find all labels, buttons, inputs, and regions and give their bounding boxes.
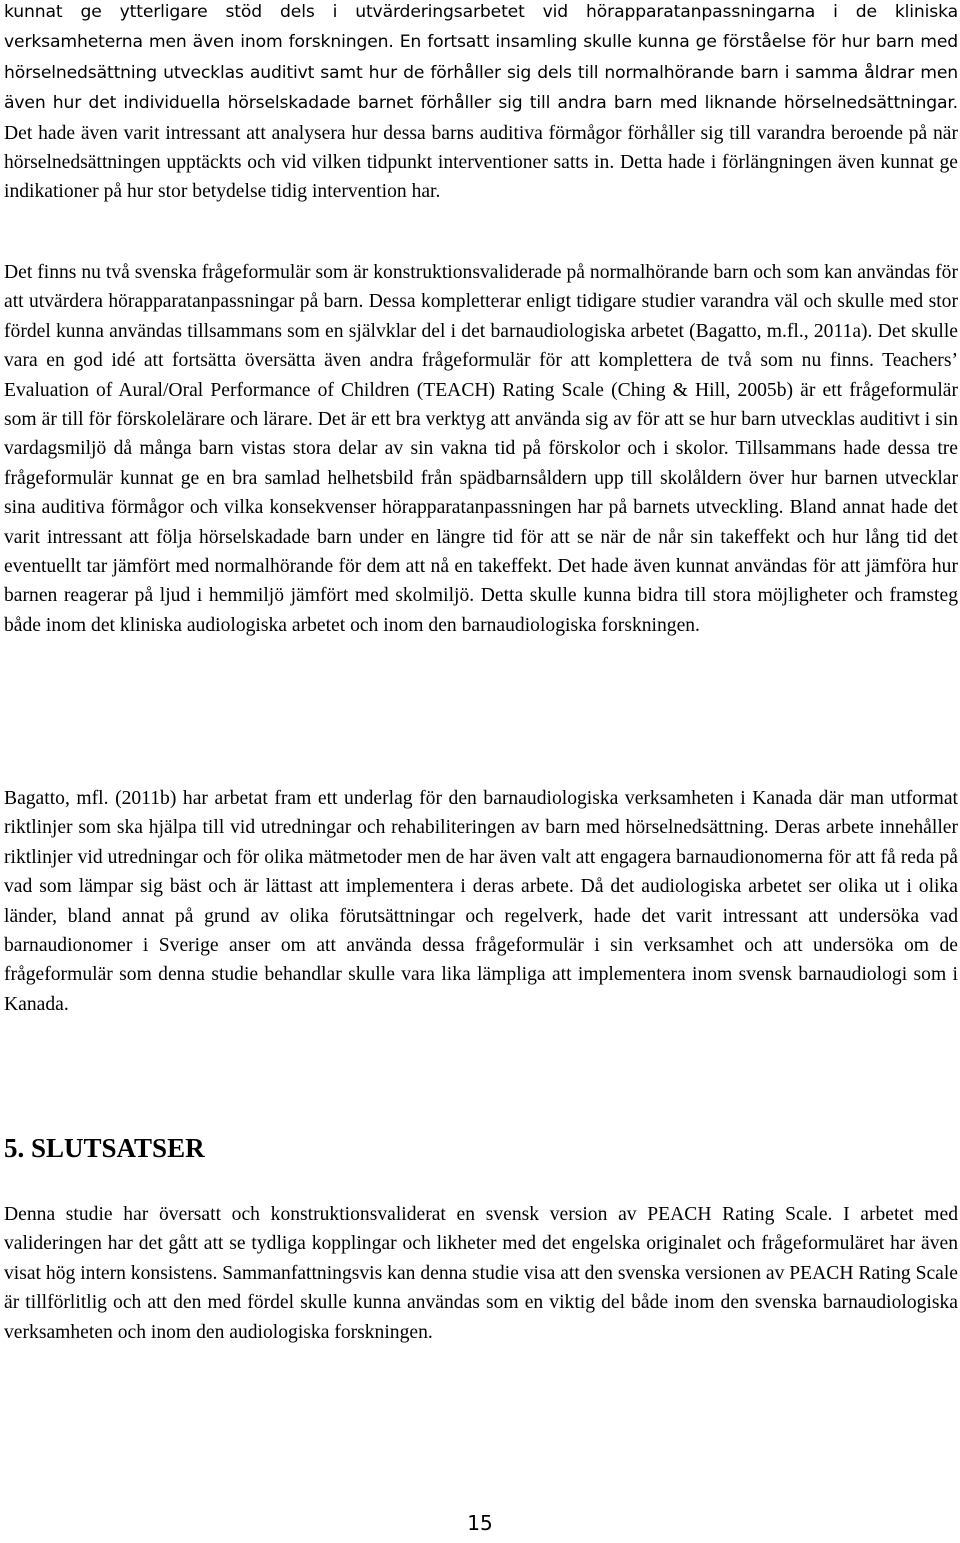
section-heading: 5. SLUTSATSER	[4, 1133, 205, 1163]
paragraph-bagatto: Bagatto, mfl. (2011b) har arbetat fram ett underlag för den barnaudiologiska verksamheten i Kanada där man utformat riktlinjer som ska hjälpa till vid utredningar och rehabiliteringen av barn med hörselnedsättning. Deras arbete innehåller riktlinjer vid utredningar och för olika mätmetoder men de har även valt att engagera barnaudionomerna för att få reda på vad som lämpar sig bäst och är lättast att implementera i deras arbete. Då det audiologiska arbetet ser olika ut i olika länder, bland annat på grund av olika förutsättningar och regelverk, hade det varit intressant att undersöka vad barnaudionomer i Sverige anser om att använda dessa frågeformulär i sin verksamhet och att undersöka om de frågeformulär som denna studie behandlar skulle vara lika lämpliga att implementera inom svensk barnaudiologi som i Kanada.	[4, 788, 958, 1015]
page-number: 15	[467, 1511, 493, 1535]
paragraph-questionnaires: Det finns nu två svenska frågeformulär som är konstruktionsvaliderade på normalhörande barn och som kan användas för att utvärdera hörapparatanpassningar på barn. Dessa kompletterar enligt tidigare studier varandra väl och skulle med stor fördel kunna användas tillsammans som en självklar del i det barnaudiologiska arbetet (Bagatto, m.fl., 2011a). Det skulle vara en god idé att fortsätta översätta även andra frågeformulär för att komplettera de två som nu finns. Teachers’ Evaluation of Aural/Oral Performance of Children (TEACH) Rating Scale (Ching & Hill, 2005b) är ett frågeformulär som är till för förskolelärare och lärare. Det är ett bra verktyg att använda sig av för att se hur barn utvecklas auditivt i sin vardagsmiljö då många barn vistas stora delar av sin vakna tid på förskolor och i skolor. Tillsammans hade dessa tre frågeformulär kunnat ge en bra samlad helhetsbild från spädbarnsåldern upp till skolåldern över hur barnen utvecklar sina auditiva förmågor och vilka konsekvenser hörapparatanpassningen har på barnets utveckling. Bland annat hade det varit intressant att följa hörselskadade barn under en längre tid för att se när de når sin takeffekt och hur lång tid det eventuellt tar jämfört med normalhörande för dem att nå en takeffekt. Det hade även kunnat användas för att jämföra hur barnen reagerar på ljud i hemmiljö jämfört med skolmiljö. Detta skulle kunna bidra till stora möjligheter och framsteg både inom det kliniska audiologiska arbetet och inom den barnaudiologiska forskningen.	[4, 262, 958, 636]
paragraph-conclusions: Denna studie har översatt och konstruktionsvaliderat en svensk version av PEACH Rating Scale. I arbetet med valideringen har det gått att se tydliga kopplingar och likheter med det engelska originalet och frågeformuläret har även visat hög intern konsistens. Sammanfattningsvis kan denna studie visa att den svenska versionen av PEACH Rating Scale är tillförlitlig och att den med fördel skulle kunna användas som en viktig del både inom den svenska barnaudiologiska verksamheten och inom den audiologiska forskningen.	[4, 1204, 958, 1343]
paragraph-continuation-serif-text: Det hade även varit intressant att analysera hur dessa barns auditiva förmågor förhåller sig till varandra beroende på när hörselnedsättningen upptäckts och vid vilken tidpunkt interventioner satts in. Detta hade i förlängningen även kunnat ge indikationer på hur stor betydelse tidig intervention har.	[4, 122, 958, 203]
paragraph-continuation	[4, 0, 958, 207]
paragraph-continuation-sans-text: kunnat ge ytterligare stöd dels i utvärderingsarbetet vid hörapparatanpassningarna i de kliniska verksamheterna men även inom forskningen. En fortsatt insamling skulle kunna ge förståelse för hur barn med hörselnedsättning utvecklas auditivt samt hur de förhåller sig dels till normalhörande barn i samma åldrar men även hur det individuella hörselskadade barnet förhåller sig till andra barn med liknande hörselnedsättningar.	[4, 2, 958, 114]
